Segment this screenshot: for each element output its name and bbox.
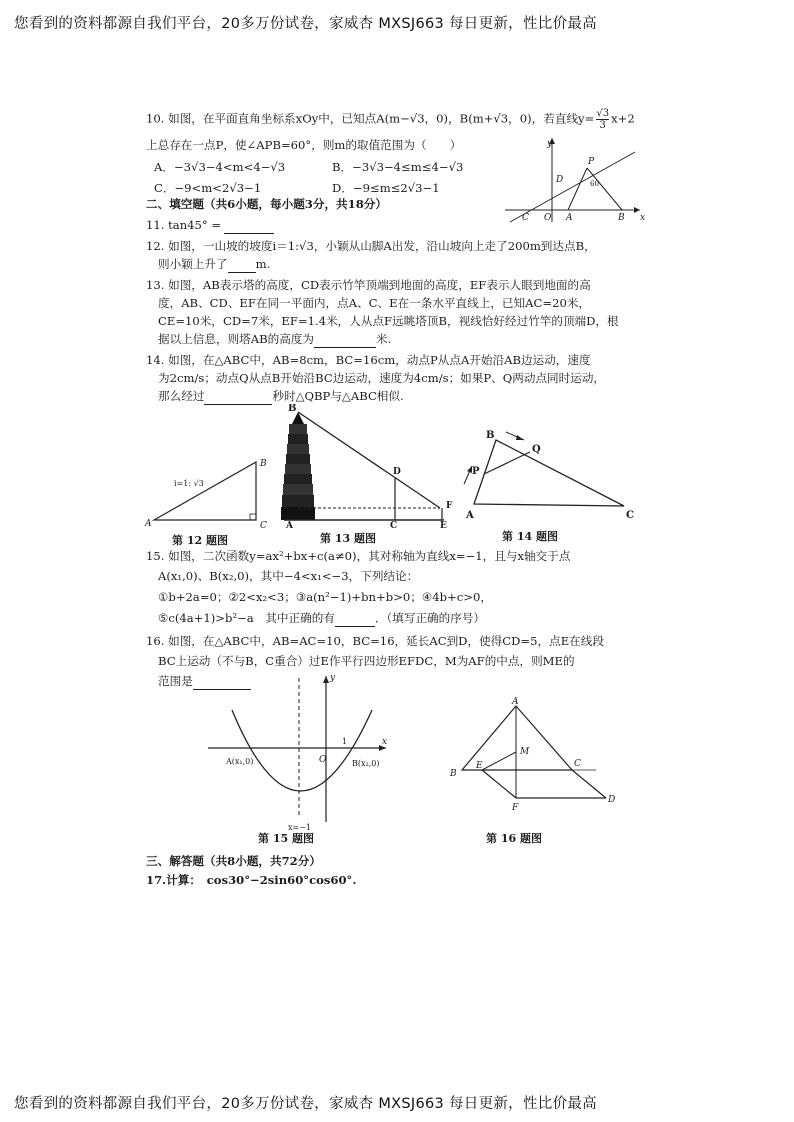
q10-label-a: A: [566, 213, 573, 223]
q10-label-angle: 60: [590, 180, 599, 188]
fig12-slope-label: i=1: √3: [174, 479, 204, 488]
fig15-label-y: y: [330, 673, 336, 683]
q10-fraction-num: √3: [596, 108, 610, 119]
q13-line2: 度，AB、CD、EF在同一平面内，点A、C、E在一条水平直线上，已知AC=20米，: [158, 296, 591, 310]
figure-12: [144, 452, 274, 532]
q10-option-c: C．−9<m<2√3−1: [154, 181, 262, 195]
question-14-line3: [158, 388, 404, 405]
exam-page-scan: [120, 92, 680, 902]
q13-line3: CE=10米，CD=7米，EF=1.4米，人从点F远眺塔顶B，视线恰好经过竹竿的顶端D，根: [158, 314, 619, 328]
q16-line3-pre: 范围是: [158, 674, 193, 688]
q10-label-b: B: [618, 213, 625, 223]
q12-line1: 12. 如图，一山坡的坡度i＝1:√3，小颖从山脚A出发，沿山坡向上走了200m到达点B，: [146, 239, 596, 253]
fig15-caption: 第 15 题图: [258, 832, 314, 845]
figure-13: [280, 404, 460, 528]
figure-16: [446, 696, 626, 820]
q10-label-y: y: [547, 139, 553, 149]
q10-label-o: O: [544, 213, 552, 223]
pagoda-drawing: [281, 412, 315, 520]
q10-option-a: A．−3√3−4<m<4−√3: [154, 160, 286, 174]
question-11: [146, 217, 274, 234]
fig13-label-c: C: [390, 521, 398, 528]
fig15-label-o: O: [319, 755, 327, 765]
fig16-label-c: C: [574, 759, 581, 769]
q14-line2: 为2cm/s；动点Q从点B开始沿BC边运动，速度为4cm/s；如果P、Q两动点同时运动，: [158, 371, 606, 385]
q10-label-d: D: [556, 175, 564, 185]
q14-line3-pre: 那么经过: [158, 389, 205, 403]
q15-answer-blank[interactable]: [335, 614, 375, 627]
q10-option-b: B．−3√3−4≤m≤4−√3: [332, 160, 464, 174]
fig12-caption: 第 12 题图: [172, 534, 228, 547]
fig16-label-d: D: [608, 795, 616, 805]
fig16-label-b: B: [450, 769, 457, 779]
q15-line4-pre: ⑤c(4a+1)>b²−a 其中正确的有: [158, 611, 335, 625]
fig14-label-a: A: [466, 510, 474, 521]
fig13-label-a: A: [286, 521, 293, 528]
fig12-label-c: C: [260, 521, 267, 531]
top-banner: 您看到的资料都源自我们平台，20多万份试卷，家威杏 MXSJ663 每日更新，性比价最高: [14, 16, 597, 32]
q10-fraction-den: 3: [599, 120, 606, 131]
fig12-label-a: A: [145, 519, 152, 529]
fig13-label-b: B: [288, 404, 297, 414]
q13-answer-blank[interactable]: [314, 335, 376, 348]
fig14-label-q: Q: [532, 444, 541, 455]
q13-line4-pre: 据以上信息，则塔AB的高度为: [158, 332, 315, 346]
q10-line2: 上总存在一点P，使∠APB=60°，则m的取值范围为（ ）: [146, 138, 462, 152]
question-15-line4: [158, 610, 485, 627]
fig16-label-e: E: [476, 761, 483, 771]
question-17: 17.计算： cos30°−2sin60°cos60°.: [146, 873, 357, 887]
q15-line1: 15. 如图，二次函数y=ax²+bx+c(a≠0)，其对称轴为直线x=−1，且与x轴交于点: [146, 549, 571, 563]
fig14-label-p: P: [472, 466, 480, 477]
q14-line3-post: 秒时△QBP与△ABC相似.: [272, 389, 404, 403]
q10-figure: [500, 134, 650, 224]
bottom-banner: 您看到的资料都源自我们平台，20多万份试卷，家威杏 MXSJ663 每日更新，性比价最高: [14, 1096, 597, 1112]
fig16-label-m: M: [520, 747, 530, 757]
section-2-title: 二、填空题（共6小题，每小题3分，共18分）: [146, 197, 387, 211]
question-12-line2: [158, 256, 270, 273]
fig15-label-b: B(x₂,0): [352, 759, 380, 768]
fig13-label-d: D: [393, 467, 401, 477]
q14-answer-blank[interactable]: [204, 392, 272, 405]
fig15-label-one: 1: [342, 737, 348, 746]
q11-answer-blank[interactable]: [224, 221, 274, 234]
q10-label-p: P: [588, 157, 595, 167]
fig15-label-a: A(x₁,0): [226, 757, 254, 766]
q14-line1: 14. 如图，在△ABC中，AB=8cm，BC=16cm，动点P从点A开始沿AB边运动，速度: [146, 353, 591, 367]
q15-line2: A(x₁,0)、B(x₂,0)，其中−4<x₁<−3，下列结论：: [158, 569, 419, 583]
q10-label-c: C: [522, 213, 529, 223]
q12-answer-blank[interactable]: [228, 260, 256, 273]
fig16-label-a: A: [512, 697, 519, 707]
question-10: [146, 108, 635, 131]
q10-option-d: D．−9≤m≤2√3−1: [332, 181, 440, 195]
fig13-label-f: F: [446, 501, 453, 511]
q11-text: 11. tan45° =: [146, 218, 222, 232]
q16-line1: 16. 如图，在△ABC中，AB=AC=10，BC=16，延长AC到D，使得CD=5，点E在线段: [146, 634, 604, 648]
fig14-caption: 第 14 题图: [502, 530, 558, 543]
section-3-title: 三、解答题（共8小题，共72分）: [146, 854, 321, 868]
fig15-label-x: x: [382, 737, 388, 747]
q15-line3: ①b+2a=0；②2<x₂<3；③a(n²−1)+bn+b>0；④4b+c>0，: [158, 590, 492, 604]
fig13-label-e: E: [440, 521, 447, 528]
q12-line2-post: m.: [255, 257, 271, 271]
fig14-label-b: B: [486, 430, 495, 441]
figure-14: [460, 426, 640, 522]
fig15-label-axis: x=−1: [288, 823, 312, 832]
fig16-caption: 第 16 题图: [486, 832, 542, 845]
fig13-caption: 第 13 题图: [320, 532, 376, 545]
q10-label-x: x: [640, 213, 646, 223]
q10-line1: 10. 如图，在平面直角坐标系xOy中，已知点A(m−√3，0)，B(m+√3，0)，若直线y=: [146, 111, 595, 126]
q12-line2-pre: 则小颖上升了: [158, 257, 228, 271]
q13-line1: 13. 如图，AB表示塔的高度，CD表示竹竿顶端到地面的高度，EF表示人眼到地面的高: [146, 278, 591, 292]
q16-line2: BC上运动（不与B，C重合）过E作平行四边形EFDC，M为AF的中点，则ME的: [158, 654, 575, 668]
fig16-label-f: F: [512, 803, 519, 813]
q10-line1-tail: x+2: [611, 111, 635, 126]
q13-line4-post: 米.: [376, 332, 392, 346]
fig12-label-b: B: [260, 459, 267, 469]
fig14-label-c: C: [626, 510, 634, 521]
figure-15: [204, 672, 394, 832]
q15-line4-post: ．（填写正确的序号）: [374, 611, 486, 625]
question-13-line4: [158, 331, 391, 348]
